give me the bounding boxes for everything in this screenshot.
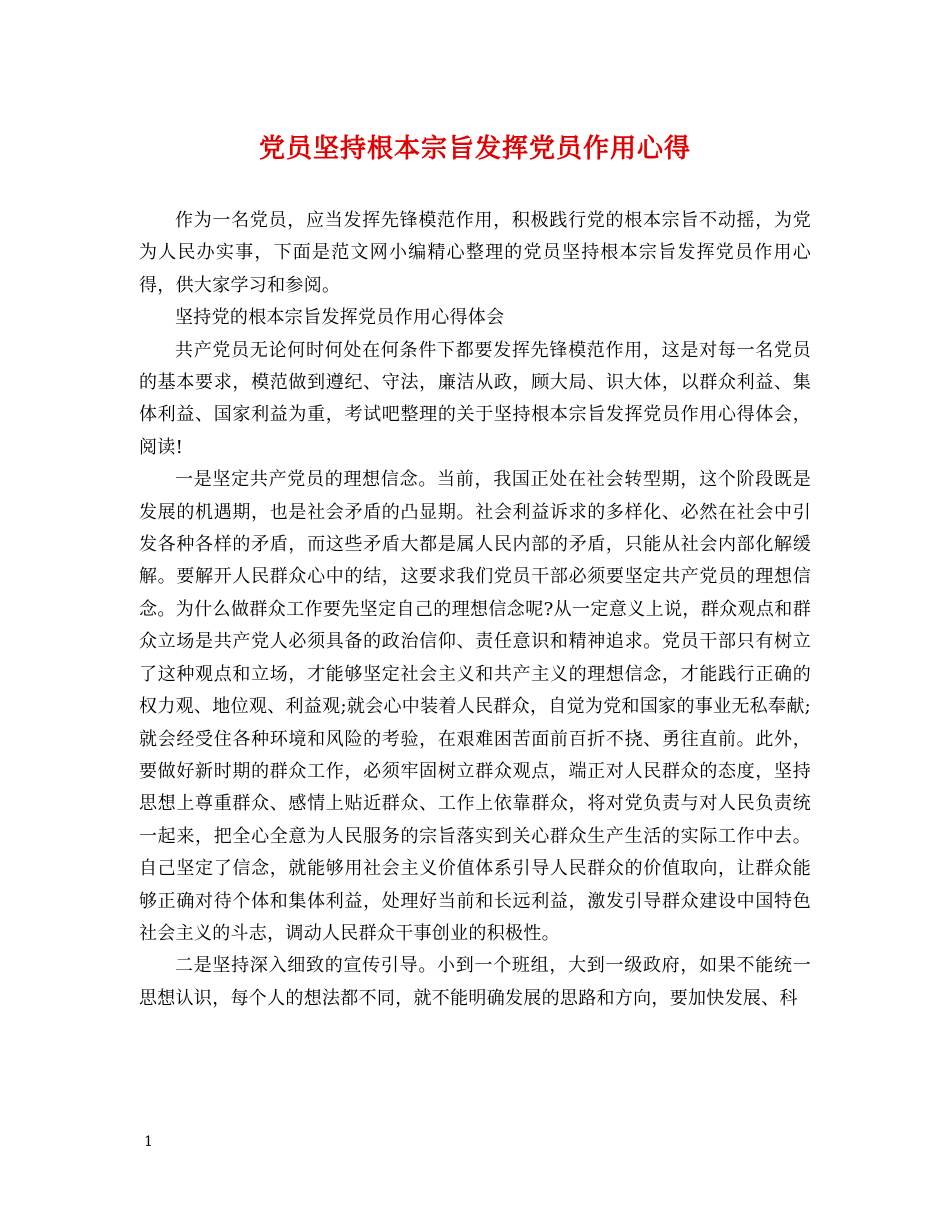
paragraph-requirements: 共产党员无论何时何处在何条件下都要发挥先锋模范作用，这是对每一名党员的基本要求，模范做到遵纪、守法，廉洁从政，顾大局、识大体，以群众利益、集体利益、国家利益为重，考试吧整理的关于坚持根本宗旨发挥党员作用心得体会，阅读! [139,339,811,458]
paragraph-intro: 作为一名党员，应当发挥先锋模范作用，积极践行党的根本宗旨不动摇，为党为人民办实事，下面是范文网小编精心整理的党员坚持根本宗旨发挥党员作用心得，供大家学习和参阅。 [139,210,811,296]
paragraph-point-one: 一是坚定共产党员的理想信念。当前，我国正处在社会转型期，这个阶段既是发展的机遇期，也是社会矛盾的凸显期。社会利益诉求的多样化、必然在社会中引发各种各样的矛盾，而这些矛盾大都是属人民内部的矛盾，只能从社会内部化解缓解。要解开人民群众心中的结，这要求我们党员干部必须要坚定共产党员的理想信念。为什么做群众工作要先坚定自己的理想信念呢?从一定意义上说，群众观点和群众立场是共产党人必须具备的政治信仰、责任意识和精神追求。党员干部只有树立了这种观点和立场，才能够坚定社会主义和共产主义的理想信念，才能践行正确的权力观、地位观、利益观;就会心中装着人民群众，自觉为党和国家的事业无私奉献;就会经受住各种环境和风险的考验，在艰难困苦面前百折不挠、勇往直前。此外，要做好新时期的群众工作，必须牢固树立群众观点，端正对人民群众的态度，坚持思想上尊重群众、感情上贴近群众、工作上依靠群众，将对党负责与对人民负责统一起来，把全心全意为人民服务的宗旨落实到关心群众生产生活的实际工作中去。自己坚定了信念，就能够用社会主义价值体系引导人民群众的价值取向，让群众能够正确对待个体和集体利益，处理好当前和长远利益，激发引导群众建设中国特色社会主义的斗志，调动人民群众干事创业的积极性。 [139,469,811,944]
document-title: 党员坚持根本宗旨发挥党员作用心得 [258,134,691,164]
paragraph-point-two: 二是坚持深入细致的宣传引导。小到一个班组，大到一级政府，如果不能统一思想认识，每个人的想法都不同，就不能明确发展的思路和方向，要加快发展、科 [139,955,811,1009]
page-number: 1 [144,1134,153,1150]
paragraph-subheading: 坚持党的根本宗旨发挥党员作用心得体会 [175,307,505,329]
document-body [139,205,811,1015]
